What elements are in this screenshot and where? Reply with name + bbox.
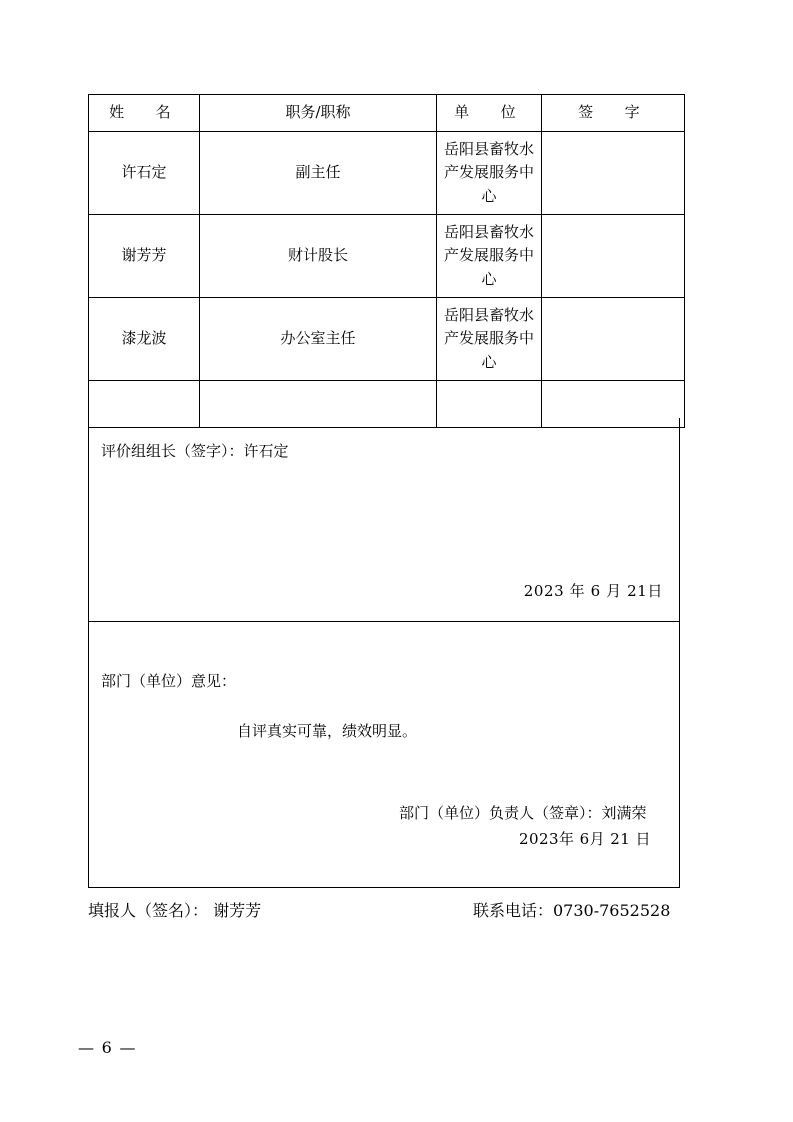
reporter-name: 填报人（签名）： 谢芳芳 <box>88 901 262 920</box>
table-header-row <box>89 95 685 132</box>
cell-post: 办公室主任 <box>200 298 437 381</box>
cell-unit: 岳阳县畜牧水产发展服务中心 <box>437 132 542 215</box>
cell-unit: 岳阳县畜牧水产发展服务中心 <box>437 215 542 298</box>
contact-phone: 联系电话：0730-7652528 <box>473 901 671 920</box>
evaluation-group-table <box>88 94 685 428</box>
header-cell-post: 职务/职称 <box>200 95 437 132</box>
header-cell-signature: 签 字 <box>542 95 685 132</box>
department-signature: 部门（单位）负责人（签章）：刘满荣 <box>399 804 647 822</box>
cell-post: 副主任 <box>200 132 437 215</box>
cell-name: 漆龙波 <box>89 298 200 381</box>
header-cell-unit: 单 位 <box>437 95 542 132</box>
department-signature-date: 2023年 6月 21 日 <box>519 830 651 848</box>
cell-signature <box>542 298 685 381</box>
leader-signature-block <box>88 418 680 622</box>
leader-signature-date: 2023 年 6 月 21日 <box>523 582 663 600</box>
department-opinion-body: 自评真实可靠，绩效明显。 <box>237 722 418 740</box>
leader-signature-line: 评价组组长（签字）：许石定 <box>101 442 289 460</box>
department-opinion-title: 部门（单位）意见： <box>101 672 237 690</box>
department-opinion-block <box>88 622 680 888</box>
page-number: — 6 — <box>78 1038 137 1057</box>
cell-post: 财计股长 <box>200 215 437 298</box>
cell-name: 许石定 <box>89 132 200 215</box>
cell-unit: 岳阳县畜牧水产发展服务中心 <box>437 298 542 381</box>
table-row <box>89 132 685 215</box>
cell-signature <box>542 132 685 215</box>
header-cell-name: 姓 名 <box>89 95 200 132</box>
cell-name: 谢芳芳 <box>89 215 200 298</box>
table-row <box>89 298 685 381</box>
table-row <box>89 215 685 298</box>
cell-signature <box>542 215 685 298</box>
